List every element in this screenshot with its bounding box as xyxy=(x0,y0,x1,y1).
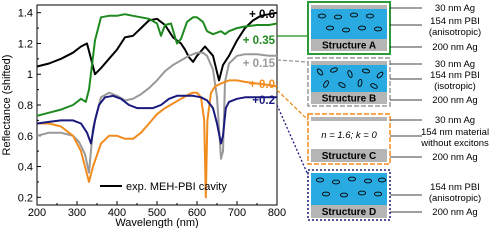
y-tick-label: 0.4 xyxy=(17,161,33,174)
structure-a-top-ag xyxy=(311,5,387,9)
series-label: + 0.6 xyxy=(249,9,275,21)
label-b-pbi: 154 nm PBI xyxy=(430,70,480,81)
connector-b xyxy=(277,60,308,62)
series-group xyxy=(37,13,277,198)
x-tick-label: 700 xyxy=(227,207,247,219)
series-line xyxy=(37,53,277,173)
x-tick-label: 500 xyxy=(147,207,167,219)
y-tick-label: 0.8 xyxy=(17,100,33,112)
x-axis-label: Wavelength (nm) xyxy=(115,217,199,228)
series-label: + 0.15 xyxy=(242,58,275,70)
y-tick-label: 1.4 xyxy=(17,7,33,20)
side-labels xyxy=(420,3,489,218)
structure-a xyxy=(308,2,390,54)
series-label: + 0.0 xyxy=(249,79,275,91)
label-c-material: 154 nm material xyxy=(420,127,490,138)
structure-c-top-ag xyxy=(311,117,387,121)
y-tick-label: 1 xyxy=(26,69,33,82)
x-tick-label: 800 xyxy=(267,207,287,219)
label-d-bottom-ag: 200 nm Ag xyxy=(432,207,478,218)
label-a-pbi: 154 nm PBI xyxy=(430,16,480,27)
y-tick-label: 0.2 xyxy=(17,192,33,205)
structure-a-pbi xyxy=(311,9,387,39)
connector-c xyxy=(277,90,308,120)
series-label: +0.2 xyxy=(252,95,275,107)
structure-b-pbi xyxy=(311,65,387,92)
label-a-bottom-ag: 200 nm Ag xyxy=(432,42,478,53)
x-tick-label: 200 xyxy=(27,207,47,219)
label-b-pbi-note: (isotropic) xyxy=(434,81,476,92)
structure-b xyxy=(308,58,390,106)
label-b-top-ag: 30 nm Ag xyxy=(434,59,476,70)
y-tick-label: 0.6 xyxy=(17,130,33,143)
y-tick-label: 1.2 xyxy=(17,38,33,51)
structure-d xyxy=(308,170,390,220)
label-a-pbi-note: (anisotropic) xyxy=(428,27,482,38)
series-line xyxy=(37,14,277,116)
label-a-top-ag: 30 nm Ag xyxy=(434,3,476,14)
label-b-bottom-ag: 200 nm Ag xyxy=(432,95,478,106)
x-tick-label: 600 xyxy=(187,207,207,219)
series-label: + 0.35 xyxy=(242,35,275,47)
structure-c-params: n = 1.6; k = 0 xyxy=(321,130,377,141)
label-d-pbi: 154 nm PBI xyxy=(430,182,480,193)
label-d-pbi-note: (anisotropic) xyxy=(428,193,482,204)
x-tick-label: 300 xyxy=(67,207,87,219)
structure-a-title: Structure A xyxy=(321,40,377,52)
annotation-lines xyxy=(390,8,422,212)
structure-c-title: Structure C xyxy=(321,151,377,162)
y-axis-label: Reflectance (shifted) xyxy=(1,54,13,156)
label-c-bottom-ag: 200 nm Ag xyxy=(432,152,478,163)
x-tick-label: 400 xyxy=(107,207,127,219)
structure-c xyxy=(308,114,390,164)
label-c-top-ag: 30 nm Ag xyxy=(434,115,476,126)
structure-d-title: Structure D xyxy=(321,207,377,218)
label-c-material-note: without excitons xyxy=(421,138,489,149)
legend-label: exp. MEH-PBI cavity xyxy=(126,181,227,193)
structure-b-top-ag xyxy=(311,61,387,65)
structure-b-title: Structure B xyxy=(321,93,377,105)
